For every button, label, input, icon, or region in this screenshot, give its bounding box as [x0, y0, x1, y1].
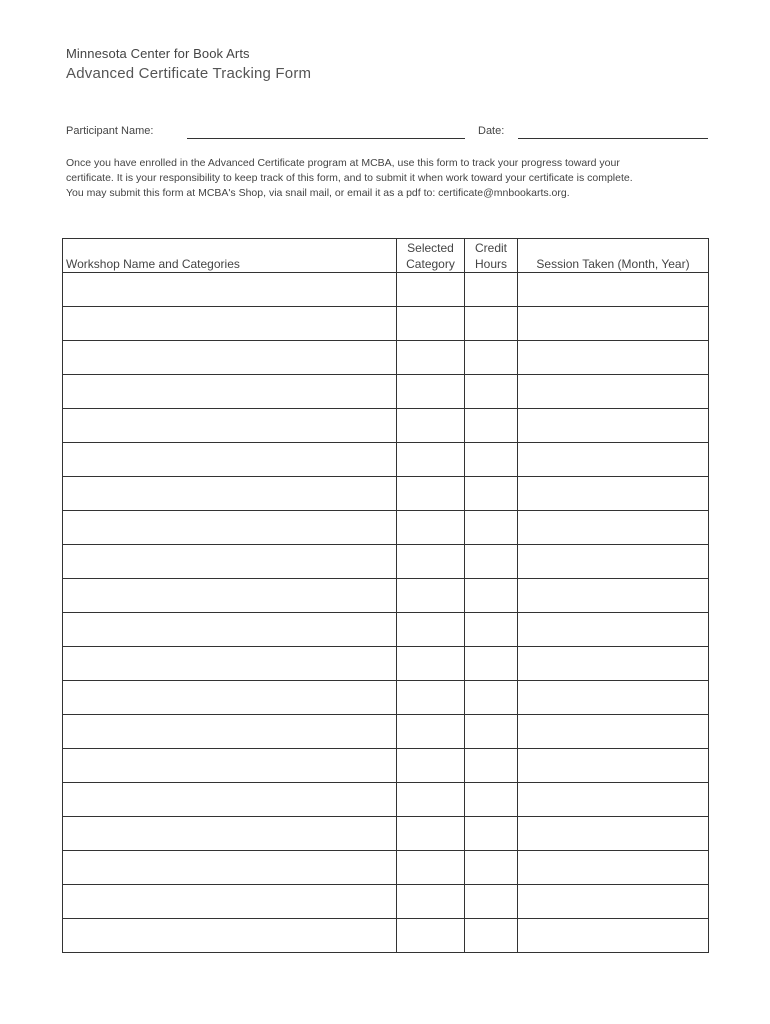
session-taken-cell[interactable] — [518, 409, 709, 443]
session-taken-cell[interactable] — [518, 919, 709, 953]
table-row — [63, 511, 709, 545]
selected-category-cell[interactable] — [397, 851, 465, 885]
credit-hours-cell[interactable] — [465, 817, 518, 851]
session-taken-cell[interactable] — [518, 647, 709, 681]
instructions-line: certificate. It is your responsibility to keep track of this form, and to submit it when work toward your certificate is complete. — [66, 172, 633, 184]
credit-hours-cell[interactable] — [465, 511, 518, 545]
column-header-line: Credit — [474, 241, 507, 255]
workshop-name-cell[interactable] — [63, 511, 397, 545]
workshop-name-cell[interactable] — [63, 375, 397, 409]
session-taken-cell[interactable] — [518, 443, 709, 477]
table-row — [63, 307, 709, 341]
session-taken-cell[interactable] — [518, 851, 709, 885]
workshop-name-cell[interactable] — [63, 715, 397, 749]
session-taken-cell[interactable] — [518, 341, 709, 375]
column-header-line: Category — [406, 257, 455, 271]
session-taken-cell[interactable] — [518, 579, 709, 613]
table-row — [63, 715, 709, 749]
session-taken-cell[interactable] — [518, 885, 709, 919]
session-taken-cell[interactable] — [518, 681, 709, 715]
selected-category-cell[interactable] — [397, 579, 465, 613]
column-header-line: Hours — [474, 257, 507, 271]
workshop-name-cell[interactable] — [63, 273, 397, 307]
selected-category-cell[interactable] — [397, 307, 465, 341]
instructions-line: You may submit this form at MCBA's Shop, via snail mail, or email it as a pdf to: certificate@mnbookarts.org. — [66, 187, 570, 199]
workshop-name-cell[interactable] — [63, 477, 397, 511]
selected-category-cell[interactable] — [397, 477, 465, 511]
session-taken-cell[interactable] — [518, 749, 709, 783]
selected-category-cell[interactable] — [397, 443, 465, 477]
workshop-name-cell[interactable] — [63, 919, 397, 953]
credit-hours-cell[interactable] — [465, 443, 518, 477]
selected-category-cell[interactable] — [397, 885, 465, 919]
workshop-name-cell[interactable] — [63, 545, 397, 579]
table-row — [63, 783, 709, 817]
form-title: Advanced Certificate Tracking Form — [66, 65, 312, 82]
selected-category-cell[interactable] — [397, 715, 465, 749]
session-taken-cell[interactable] — [518, 545, 709, 579]
session-taken-cell[interactable] — [518, 511, 709, 545]
participant-name-label: Participant Name: — [66, 125, 154, 137]
session-taken-cell[interactable] — [518, 273, 709, 307]
workshop-name-cell[interactable] — [63, 409, 397, 443]
credit-hours-cell[interactable] — [465, 341, 518, 375]
session-taken-cell[interactable] — [518, 613, 709, 647]
session-taken-cell[interactable] — [518, 783, 709, 817]
credit-hours-cell[interactable] — [465, 477, 518, 511]
table-row — [63, 273, 709, 307]
session-taken-cell[interactable] — [518, 715, 709, 749]
selected-category-cell[interactable] — [397, 273, 465, 307]
workshop-name-cell[interactable] — [63, 783, 397, 817]
workshop-name-cell[interactable] — [63, 579, 397, 613]
instructions — [66, 156, 706, 201]
column-header-session-taken: Session Taken (Month, Year) — [518, 239, 709, 273]
credit-hours-cell[interactable] — [465, 919, 518, 953]
credit-hours-cell[interactable] — [465, 307, 518, 341]
table-row — [63, 885, 709, 919]
organization-name: Minnesota Center for Book Arts — [66, 46, 250, 61]
table-row — [63, 613, 709, 647]
table-row — [63, 409, 709, 443]
selected-category-cell[interactable] — [397, 647, 465, 681]
selected-category-cell[interactable] — [397, 749, 465, 783]
selected-category-cell[interactable] — [397, 341, 465, 375]
table-row — [63, 341, 709, 375]
workshop-name-cell[interactable] — [63, 443, 397, 477]
workshop-name-cell[interactable] — [63, 817, 397, 851]
column-header-credit-hours — [465, 239, 518, 273]
session-taken-cell[interactable] — [518, 375, 709, 409]
table-row — [63, 851, 709, 885]
table-row — [63, 375, 709, 409]
table-row — [63, 477, 709, 511]
selected-category-cell[interactable] — [397, 817, 465, 851]
credit-hours-cell[interactable] — [465, 783, 518, 817]
credit-hours-cell[interactable] — [465, 647, 518, 681]
credit-hours-cell[interactable] — [465, 749, 518, 783]
date-label: Date: — [478, 125, 505, 137]
credit-hours-cell[interactable] — [465, 613, 518, 647]
selected-category-cell[interactable] — [397, 783, 465, 817]
session-taken-cell[interactable] — [518, 477, 709, 511]
credit-hours-cell[interactable] — [465, 375, 518, 409]
selected-category-cell[interactable] — [397, 511, 465, 545]
selected-category-cell[interactable] — [397, 681, 465, 715]
table-header-row — [63, 239, 709, 273]
workshop-name-cell[interactable] — [63, 885, 397, 919]
credit-hours-cell[interactable] — [465, 715, 518, 749]
session-taken-cell[interactable] — [518, 817, 709, 851]
workshop-name-cell[interactable] — [63, 613, 397, 647]
credit-hours-cell[interactable] — [465, 273, 518, 307]
date-field[interactable] — [518, 138, 708, 139]
tracking-table — [62, 238, 709, 953]
workshop-name-cell[interactable] — [63, 851, 397, 885]
selected-category-cell[interactable] — [397, 375, 465, 409]
credit-hours-cell[interactable] — [465, 409, 518, 443]
credit-hours-cell[interactable] — [465, 545, 518, 579]
selected-category-cell[interactable] — [397, 545, 465, 579]
selected-category-cell[interactable] — [397, 919, 465, 953]
column-header-workshop: Workshop Name and Categories — [63, 239, 397, 273]
selected-category-cell[interactable] — [397, 409, 465, 443]
table-row — [63, 919, 709, 953]
instructions-line: Once you have enrolled in the Advanced Certificate program at MCBA, use this form to track your progress toward your — [66, 157, 620, 169]
workshop-name-cell[interactable] — [63, 749, 397, 783]
credit-hours-cell[interactable] — [465, 681, 518, 715]
table-row — [63, 817, 709, 851]
workshop-name-cell[interactable] — [63, 647, 397, 681]
table-row — [63, 681, 709, 715]
table-row — [63, 749, 709, 783]
column-header-selected-category — [397, 239, 465, 273]
workshop-name-cell[interactable] — [63, 681, 397, 715]
table-row — [63, 647, 709, 681]
workshop-name-cell[interactable] — [63, 341, 397, 375]
column-header-line: Selected — [407, 241, 454, 255]
credit-hours-cell[interactable] — [465, 851, 518, 885]
table-row — [63, 579, 709, 613]
workshop-name-cell[interactable] — [63, 307, 397, 341]
selected-category-cell[interactable] — [397, 613, 465, 647]
table-row — [63, 443, 709, 477]
session-taken-cell[interactable] — [518, 307, 709, 341]
participant-name-field[interactable] — [187, 138, 465, 139]
credit-hours-cell[interactable] — [465, 885, 518, 919]
credit-hours-cell[interactable] — [465, 579, 518, 613]
table-row — [63, 545, 709, 579]
